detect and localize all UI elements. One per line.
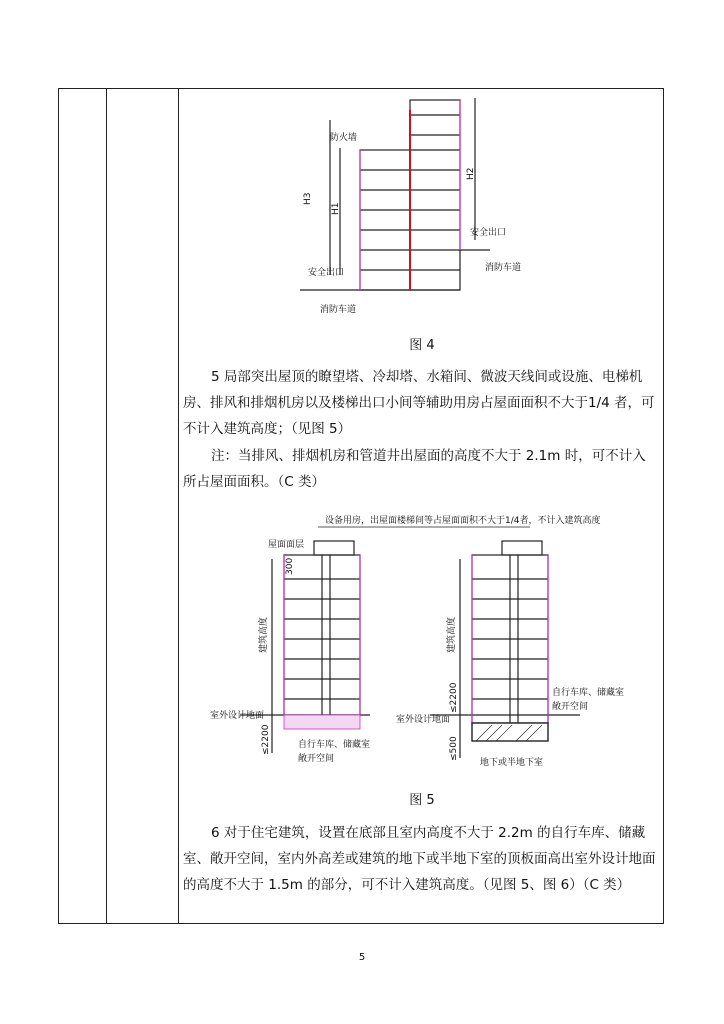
label-exit-right: 安全出口	[470, 228, 507, 238]
paragraph-5-text: 5 局部突出屋顶的瞭望塔、冷却塔、水箱间、微波天线间或设施、电梯机房、排风和排烟机房以及楼梯出口小间等辅助用房占屋面面积不大于1/4 者，可不计入建筑高度；（见图 5）	[183, 369, 655, 437]
label-ground-right: 室外设计地面	[396, 715, 451, 725]
figure-4	[180, 90, 664, 360]
label-h1: H1	[331, 202, 341, 215]
column-divider	[178, 88, 179, 924]
figure-5-drawing	[180, 503, 664, 773]
label-dim-500: ≤500	[449, 736, 459, 761]
paragraph-6	[183, 820, 659, 898]
figure-4-caption: 图 4	[409, 338, 435, 353]
label-storage-left-1: 自行车库、储藏室	[298, 740, 371, 750]
label-top-note: 设备用房，出屋面楼梯间等占屋面面积不大于1/4者，不计入建筑高度	[325, 516, 601, 526]
label-ground-left: 室外设计地面	[210, 711, 265, 721]
label-roof-surface: 屋面面层	[268, 540, 305, 550]
note-5	[183, 443, 659, 495]
page-number: 5	[358, 952, 366, 963]
label-h3: H3	[303, 192, 313, 205]
label-basement: 地下或半地下室	[480, 758, 544, 768]
label-firewall: 防火墙	[330, 133, 358, 143]
paragraph-5	[183, 364, 659, 442]
figure-4-drawing	[180, 90, 664, 320]
figure-5-caption: 图 5	[409, 793, 435, 808]
label-exit-left: 安全出口	[308, 268, 345, 278]
label-dim-2200-left: ≤2200	[261, 724, 271, 755]
column-divider	[106, 88, 107, 924]
label-storage-left-2: 敞开空间	[298, 754, 335, 764]
label-dim-2200-right: ≤2200	[449, 682, 459, 713]
label-height-left: 建筑高度	[259, 616, 269, 653]
label-storage-right-1: 自行车库、储藏室	[552, 688, 625, 698]
label-h2: H2	[466, 167, 476, 180]
label-height-right: 建筑高度	[447, 616, 457, 653]
note-5-text: 注：当排风、排烟机房和管道井出屋面的高度不大于 2.1m 时，可不计入所占屋面面积。（C 类）	[183, 448, 646, 490]
label-dim-300: 300	[285, 557, 295, 575]
figure-5	[180, 503, 664, 813]
label-road-left: 消防车道	[320, 305, 357, 315]
paragraph-6-text: 6 对于住宅建筑，设置在底部且室内高度不大于 2.2m 的自行车库、储藏室、敞开空间，室内外高差或建筑的地下或半地下室的顶板面高出室外设计地面的高度不大于 1.5m 的部分，可不计入建筑高度。（见图 5、图 6）（C 类）	[183, 825, 656, 893]
label-road-right: 消防车道	[485, 263, 522, 273]
label-storage-right-2: 敞开空间	[552, 702, 589, 712]
